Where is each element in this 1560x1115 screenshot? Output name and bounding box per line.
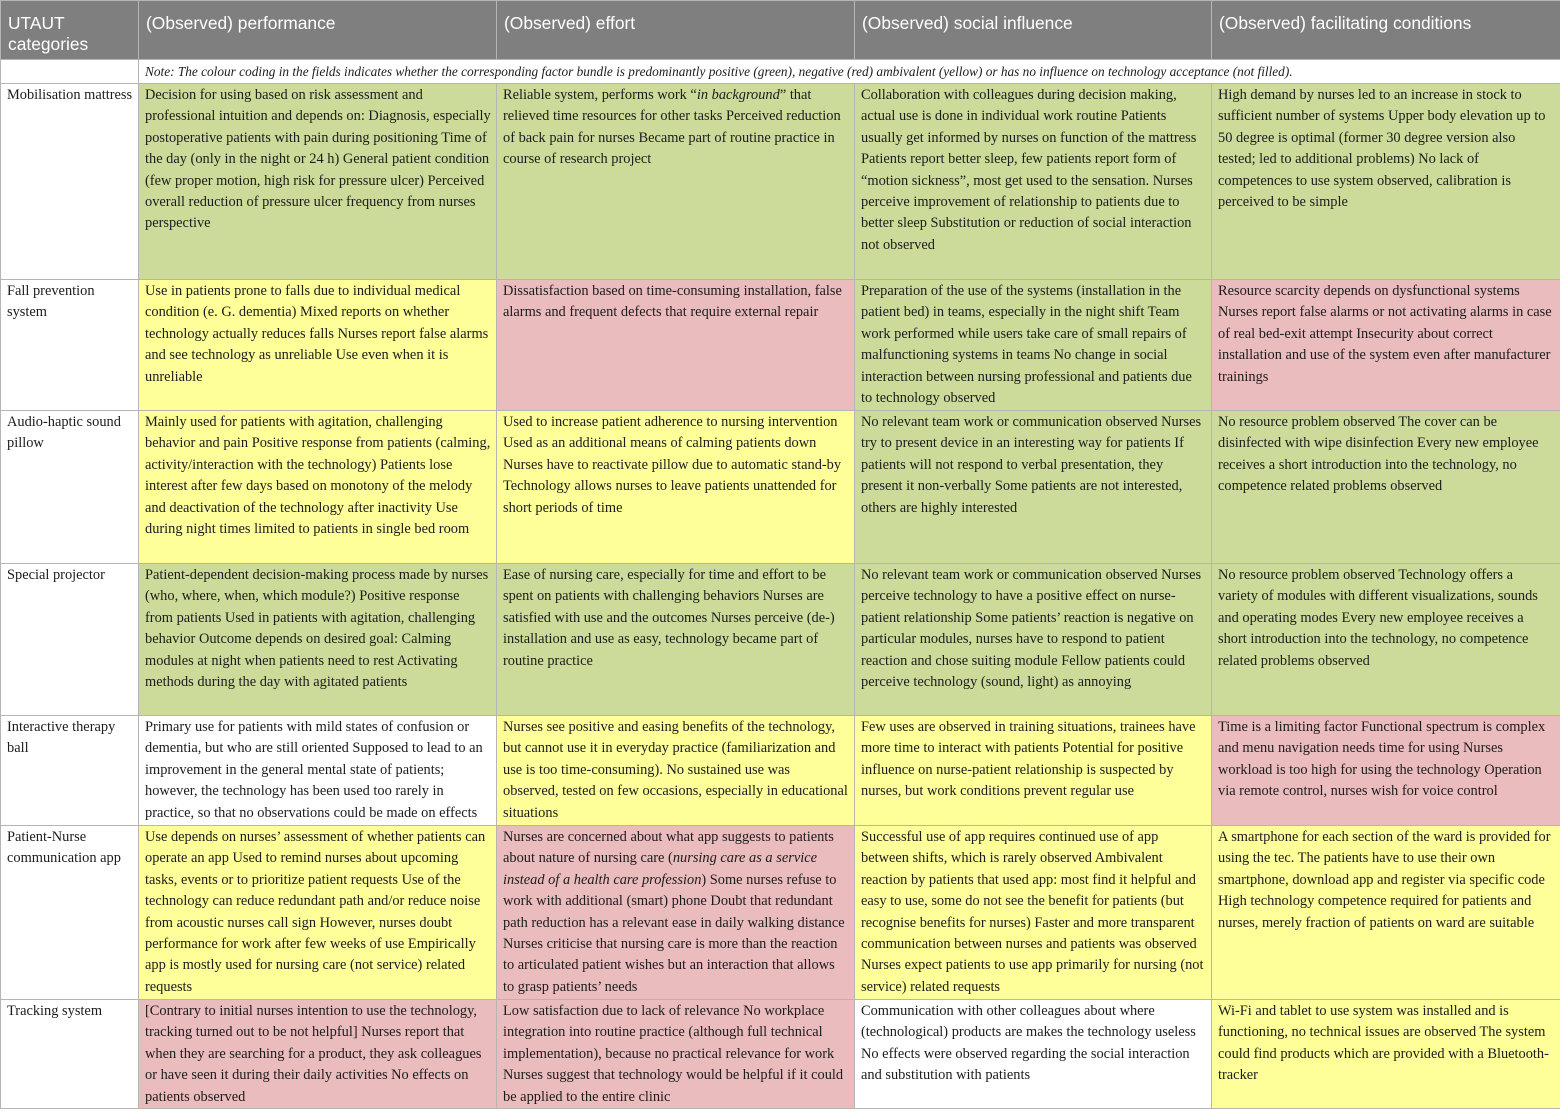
cell-effort-text-cont: ) Some nurses refuse to work with additional (smart) phone Doubt that redundant path reduction has a relevant ease in daily walking distance Nurses criticise that nursing care is more than the reaction to articulated patient wishes but an interaction that allows to grasp patients’ needs [503, 871, 845, 995]
cell-effort-emphasis: nursing care as a service instead of a health care profession [503, 850, 817, 888]
cell-social-influence: No relevant team work or communication observed Nurses perceive technology to have a positive effect on nurse-patient relationship Some patients’ reaction is negative on particular modules, nurses have to respond to patient reaction and chose suiting module Fellow patients could perceive technology (sound, light) as annoying [855, 564, 1212, 716]
colour-coding-note: Note: The colour coding in the fields indicates whether the corresponding factor bundle is predominantly positive (green), negative (red) ambivalent (yellow) or has no influence on technology acceptance (not filled). [139, 60, 1560, 84]
cell-social-influence: No relevant team work or communication observed Nurses try to present device in an interesting way for patients If patients will not respond to verbal presentation, they present it non-verbally Some patients are not interested, others are highly interested [855, 411, 1212, 564]
table-row-special-projector [1, 564, 1560, 716]
header-facilitating-conditions: (Observed) facilitating conditions [1212, 1, 1560, 60]
header-utaut-categories: UTAUT categories [1, 1, 139, 60]
cell-social-influence: Successful use of app requires continued use of app between shifts, which is rarely observed Ambivalent reaction by patients that used app: most find it helpful and easy to use, some do not see the benefit for patients (but recognise benefits for nurses) Faster and more transparent communication between nurses and patients was observed Nurses expect patients to use app primarily for nursing (not service) related requests [855, 826, 1212, 1000]
cell-social-influence: Preparation of the use of the systems (installation in the patient bed) in teams, especially in the night shift Team work performed while users take care of small repairs of malfunctioning systems in teams No change in social interaction between nursing professional and patients due to technology observed [855, 280, 1212, 411]
cell-effort [497, 84, 855, 280]
row-category: Special projector [1, 564, 139, 716]
table-row-fall-prevention-system [1, 280, 1560, 411]
cell-effort-text-cont: ” that relieved time resources for other tasks Perceived reduction of back pain for nurses Became part of routine practice in course of research project [503, 87, 841, 168]
cell-performance: Use depends on nurses’ assessment of whether patients can operate an app Used to remind nurses about upcoming tasks, events or to prioritize patient requests Use of the technology can reduce redundant path and/or reduce noise from acoustic nurses call sign However, nurses doubt performance for work after few weeks of use Empirically app is mostly used for nursing care (not service) related requests [139, 826, 497, 1000]
table-row-audio-haptic-sound-pillow [1, 411, 1560, 564]
cell-performance: [Contrary to initial nurses intention to use the technology, tracking turned out to be not helpful] Nurses report that when they are searching for a product, they ask colleagues or have seen it during their daily activities No effects on patients observed [139, 1000, 497, 1109]
cell-facilitating-conditions: Wi-Fi and tablet to use system was installed and is functioning, no technical issues are observed The system could find products which are provided with a Bluetooth-tracker [1212, 1000, 1560, 1109]
cell-performance: Patient-dependent decision-making process made by nurses (who, where, when, which module?) Positive response from patients Used in patients with agitation, challenging behavior Outcome depends on desired goal: Calming modules at night when patients need to rest Activating methods during the day with agitated patients [139, 564, 497, 716]
cell-effort: Low satisfaction due to lack of relevance No workplace integration into routine practice (although full technical implementation), because no practical relevance for work Nurses suggest that technology would be helpful if it could be applied to the entire clinic [497, 1000, 855, 1109]
cell-effort [497, 826, 855, 1000]
table-row-mobilisation-mattress [1, 84, 1560, 280]
header-row [1, 1, 1560, 60]
cell-facilitating-conditions: Resource scarcity depends on dysfunctional systems Nurses report false alarms or not activating alarms in case of real bed-exit attempt Insecurity about correct installation and use of the system even after manufacturer trainings [1212, 280, 1560, 411]
row-category: Fall prevention system [1, 280, 139, 411]
row-category: Tracking system [1, 1000, 139, 1109]
cell-effort: Used to increase patient adherence to nursing intervention Used as an additional means of calming patients down Nurses have to reactivate pillow due to automatic stand-by Technology allows nurses to leave patients unattended for short periods of time [497, 411, 855, 564]
cell-facilitating-conditions: A smartphone for each section of the ward is provided for using the tec. The patients have to use their own smartphone, download app and register via specific code High technology competence required for patients and nurses, merely fraction of patients on ward are suitable [1212, 826, 1560, 1000]
table-row-interactive-therapy-ball [1, 716, 1560, 826]
cell-effort: Dissatisfaction based on time-consuming installation, false alarms and frequent defects that require external repair [497, 280, 855, 411]
header-effort: (Observed) effort [497, 1, 855, 60]
cell-social-influence: Communication with other colleagues about where (technological) products are makes the technology useless No effects were observed regarding the social interaction and substitution with patients [855, 1000, 1212, 1109]
note-spacer-cell [1, 60, 139, 84]
header-social-influence: (Observed) social influence [855, 1, 1212, 60]
row-category: Interactive therapy ball [1, 716, 139, 826]
row-category: Patient-Nurse communication app [1, 826, 139, 1000]
cell-social-influence: Few uses are observed in training situations, trainees have more time to interact with patients Potential for positive influence on nurse-patient relationship is suspected by nurses, but work conditions prevent regular use [855, 716, 1212, 826]
cell-facilitating-conditions: No resource problem observed Technology offers a variety of modules with different visualizations, sounds and operating modes Every new employee receives a short introduction into the technology, no competence related problems observed [1212, 564, 1560, 716]
cell-performance: Primary use for patients with mild states of confusion or dementia, but who are still oriented Supposed to lead to an improvement in the general mental state of patients; however, the technology has been used too rarely in practice, so that no observations could be made on effects [139, 716, 497, 826]
table-row-tracking-system [1, 1000, 1560, 1109]
cell-performance: Mainly used for patients with agitation, challenging behavior and pain Positive response from patients (calming, activity/interaction with the technology) Patients lose interest after few days based on monotony of the melody and deactivation of the technology after inactivity Use during night times limited to patients in single bed room [139, 411, 497, 564]
header-performance: (Observed) performance [139, 1, 497, 60]
cell-performance: Decision for using based on risk assessment and professional intuition and depends on: Diagnosis, especially postoperative patients with pain during positioning Time of the day (only in the night or 24 h) General patient condition (few proper motion, high risk for pressure ulcer) Perceived overall reduction of pressure ulcer frequency from nurses perspective [139, 84, 497, 280]
note-row [1, 60, 1560, 84]
cell-facilitating-conditions: High demand by nurses led to an increase in stock to sufficient number of systems Upper body elevation up to 50 degree is optimal (former 30 degree version also tested; led to additional problems) No lack of competences to use system observed, calibration is perceived to be simple [1212, 84, 1560, 280]
cell-effort-text: Nurses are concerned about what app suggests to patients about nature of nursing care ( [503, 829, 834, 867]
cell-effort: Ease of nursing care, especially for time and effort to be spent on patients with challenging behaviors Nurses are satisfied with use and the outcomes Nurses perceive (de-) installation and use as easy, technology became part of routine practice [497, 564, 855, 716]
row-category: Mobilisation mattress [1, 84, 139, 280]
cell-social-influence: Collaboration with colleagues during decision making, actual use is done in individual work routine Patients usually get informed by nurses on function of the mattress Patients report better sleep, few patients report form of “motion sickness”, most get used to the sensation. Nurses perceive improvement of relationship to patients due to better sleep Substitution or reduction of social interaction not observed [855, 84, 1212, 280]
cell-effort-emphasis: in background [696, 87, 780, 103]
cell-performance: Use in patients prone to falls due to individual medical condition (e. G. dementia) Mixed reports on whether technology actually reduces falls Nurses report false alarms and see technology as unreliable Use even when it is unreliable [139, 280, 497, 411]
cell-effort-text: Reliable system, performs work “ [503, 87, 697, 103]
cell-facilitating-conditions: No resource problem observed The cover can be disinfected with wipe disinfection Every new employee receives a short introduction into the technology, no competence related problems observed [1212, 411, 1560, 564]
cell-effort: Nurses see positive and easing benefits of the technology, but cannot use it in everyday practice (familiarization and use is too time-consuming). No sustained use was observed, tested on few occasions, especially in educational situations [497, 716, 855, 826]
table-row-patient-nurse-communication-app [1, 826, 1560, 1000]
cell-facilitating-conditions: Time is a limiting factor Functional spectrum is complex and menu navigation needs time for using Nurses workload is too high for using the technology Operation via remote control, nurses wish for voice control [1212, 716, 1560, 826]
row-category: Audio-haptic sound pillow [1, 411, 139, 564]
